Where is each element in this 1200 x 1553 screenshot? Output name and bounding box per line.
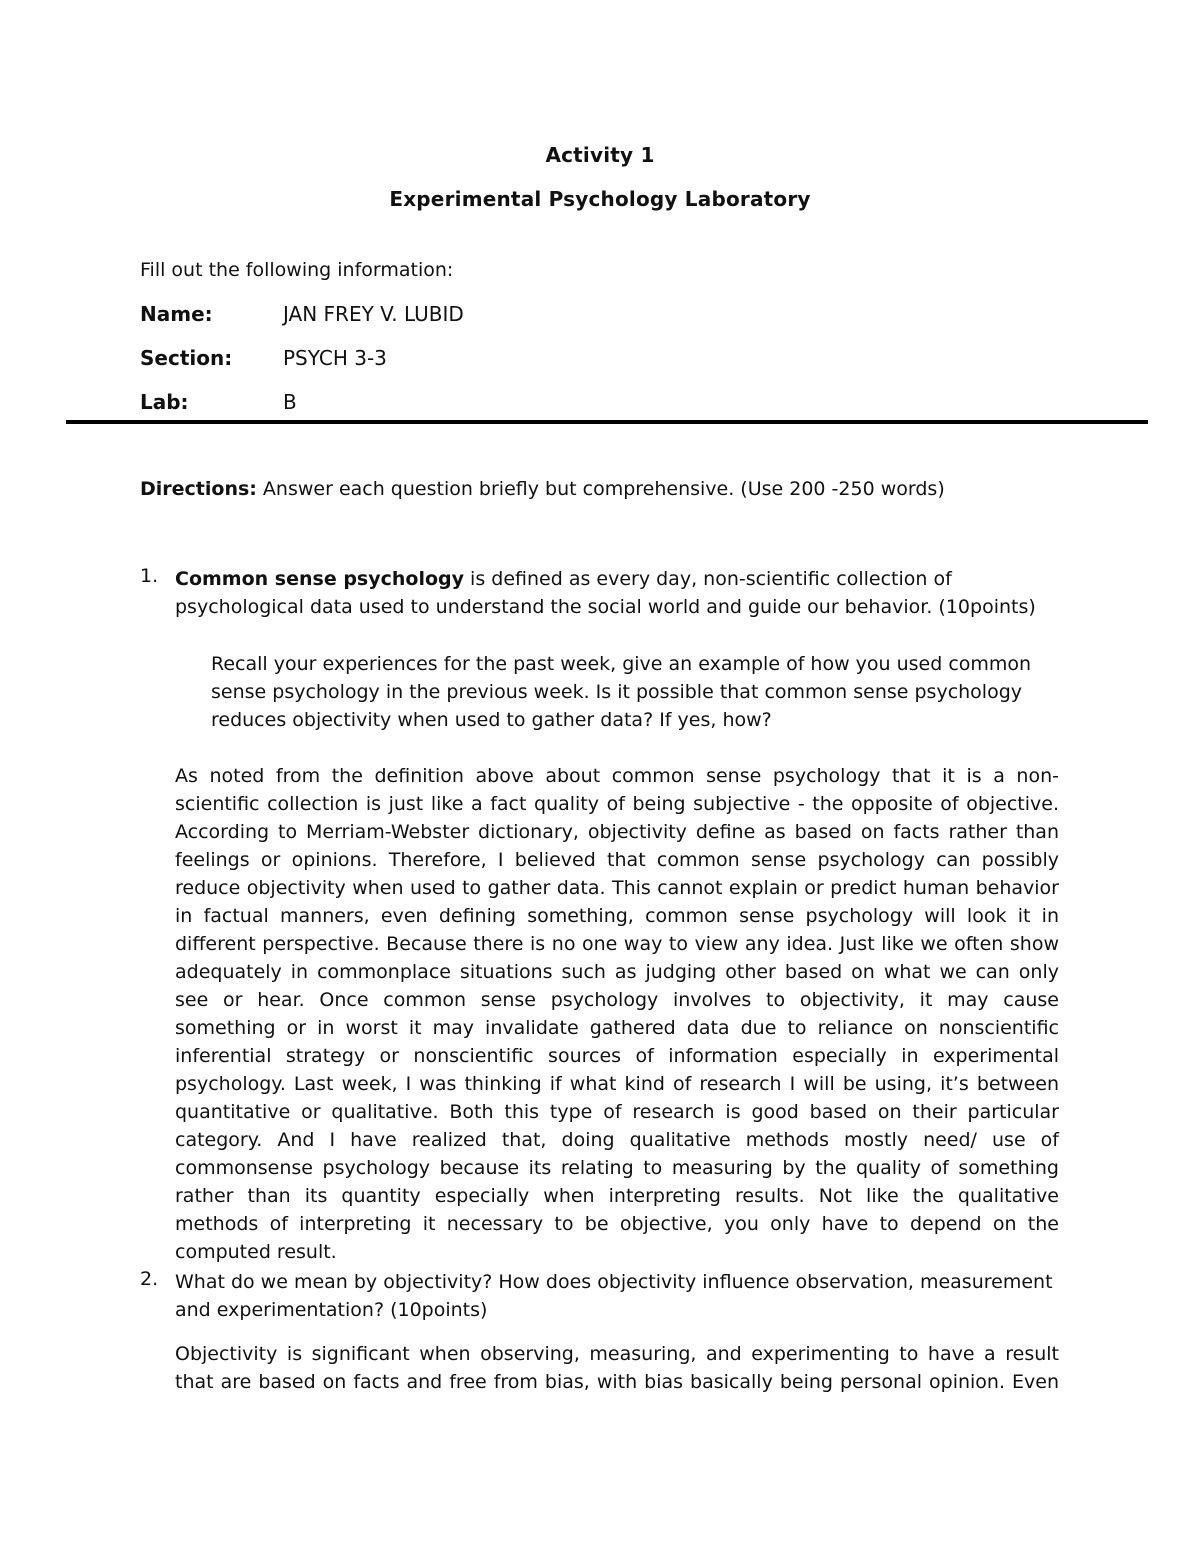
question-1-bold-lead: Common sense psychology <box>175 568 465 590</box>
lab-label: Lab: <box>140 390 189 414</box>
question-1-body: is defined as every day, non-scientific collection of psychological data used to understand the social world and guide our behavior. (10points) <box>175 568 1036 618</box>
question-1-prompt: Recall your experiences for the past week, give an example of how you used common sense psychology in the previous week. Is it possible that common sense psychology reduces objectivity when used to gather data? If yes, how? <box>211 653 1032 731</box>
section-value: PSYCH 3-3 <box>283 346 387 370</box>
question-2-answer <box>175 1340 1059 1396</box>
lab-value: B <box>283 390 297 414</box>
intro-text: Fill out the following information: <box>140 259 454 281</box>
name-value: JAN FREY V. LUBID <box>283 302 464 326</box>
question-2-text: What do we mean by objectivity? How does objectivity influence observation, measurement and experimentation? (10points) <box>175 1271 1053 1321</box>
question-2-number: 2. <box>140 1268 159 1290</box>
question-2-answer-text: Objectivity is significant when observing, measuring, and experimenting to have a result that are based on facts and free from bias, with bias basically being personal opinion. Even <box>175 1343 1059 1393</box>
directions-label: Directions: <box>140 478 257 500</box>
question-1-text <box>175 565 1075 621</box>
directions-text: Answer each question briefly but comprehensive. (Use 200 -250 words) <box>256 478 945 500</box>
question-1-number: 1. <box>140 565 159 587</box>
activity-title: Activity 1 <box>545 143 655 167</box>
directions <box>140 478 945 500</box>
question-1-answer: As noted from the definition above about common sense psychology that it is a non-scientific collection is just like a fact quality of being subjective - the opposite of objective. According to Merriam-Webster dictionary, objectivity define as based on facts rather than feelings or opinions. Therefore, I believed that common sense psychology can possibly reduce objectivity when used to gather data. This cannot explain or predict human behavior in factual manners, even defining something, common sense psychology will look it in different perspective. Because there is no one way to view any idea. Just like we often show adequately in commonplace situations such as judging other based on what we can only see or hear. Once common sense psychology involves to objectivity, it may cause something or in worst it may invalidate gathered data due to reliance on nonscientific inferential strategy or nonscientific sources of information especially in experimental psychology. Last week, I was thinking if what kind of research I will be using, it’s between quantitative or qualitative. Both this type of research is good based on their particular category. And I have realized that, doing qualitative methods mostly need/ use of commonsense psychology because its relating to measuring by the quality of something rather than its quantity especially when interpreting results. Not like the qualitative methods of interpreting it necessary to be objective, you only have to depend on the computed result. <box>175 765 1059 1263</box>
horizontal-divider <box>66 420 1148 424</box>
section-label: Section: <box>140 346 233 370</box>
course-title: Experimental Psychology Laboratory <box>389 187 811 211</box>
name-label: Name: <box>140 302 213 326</box>
